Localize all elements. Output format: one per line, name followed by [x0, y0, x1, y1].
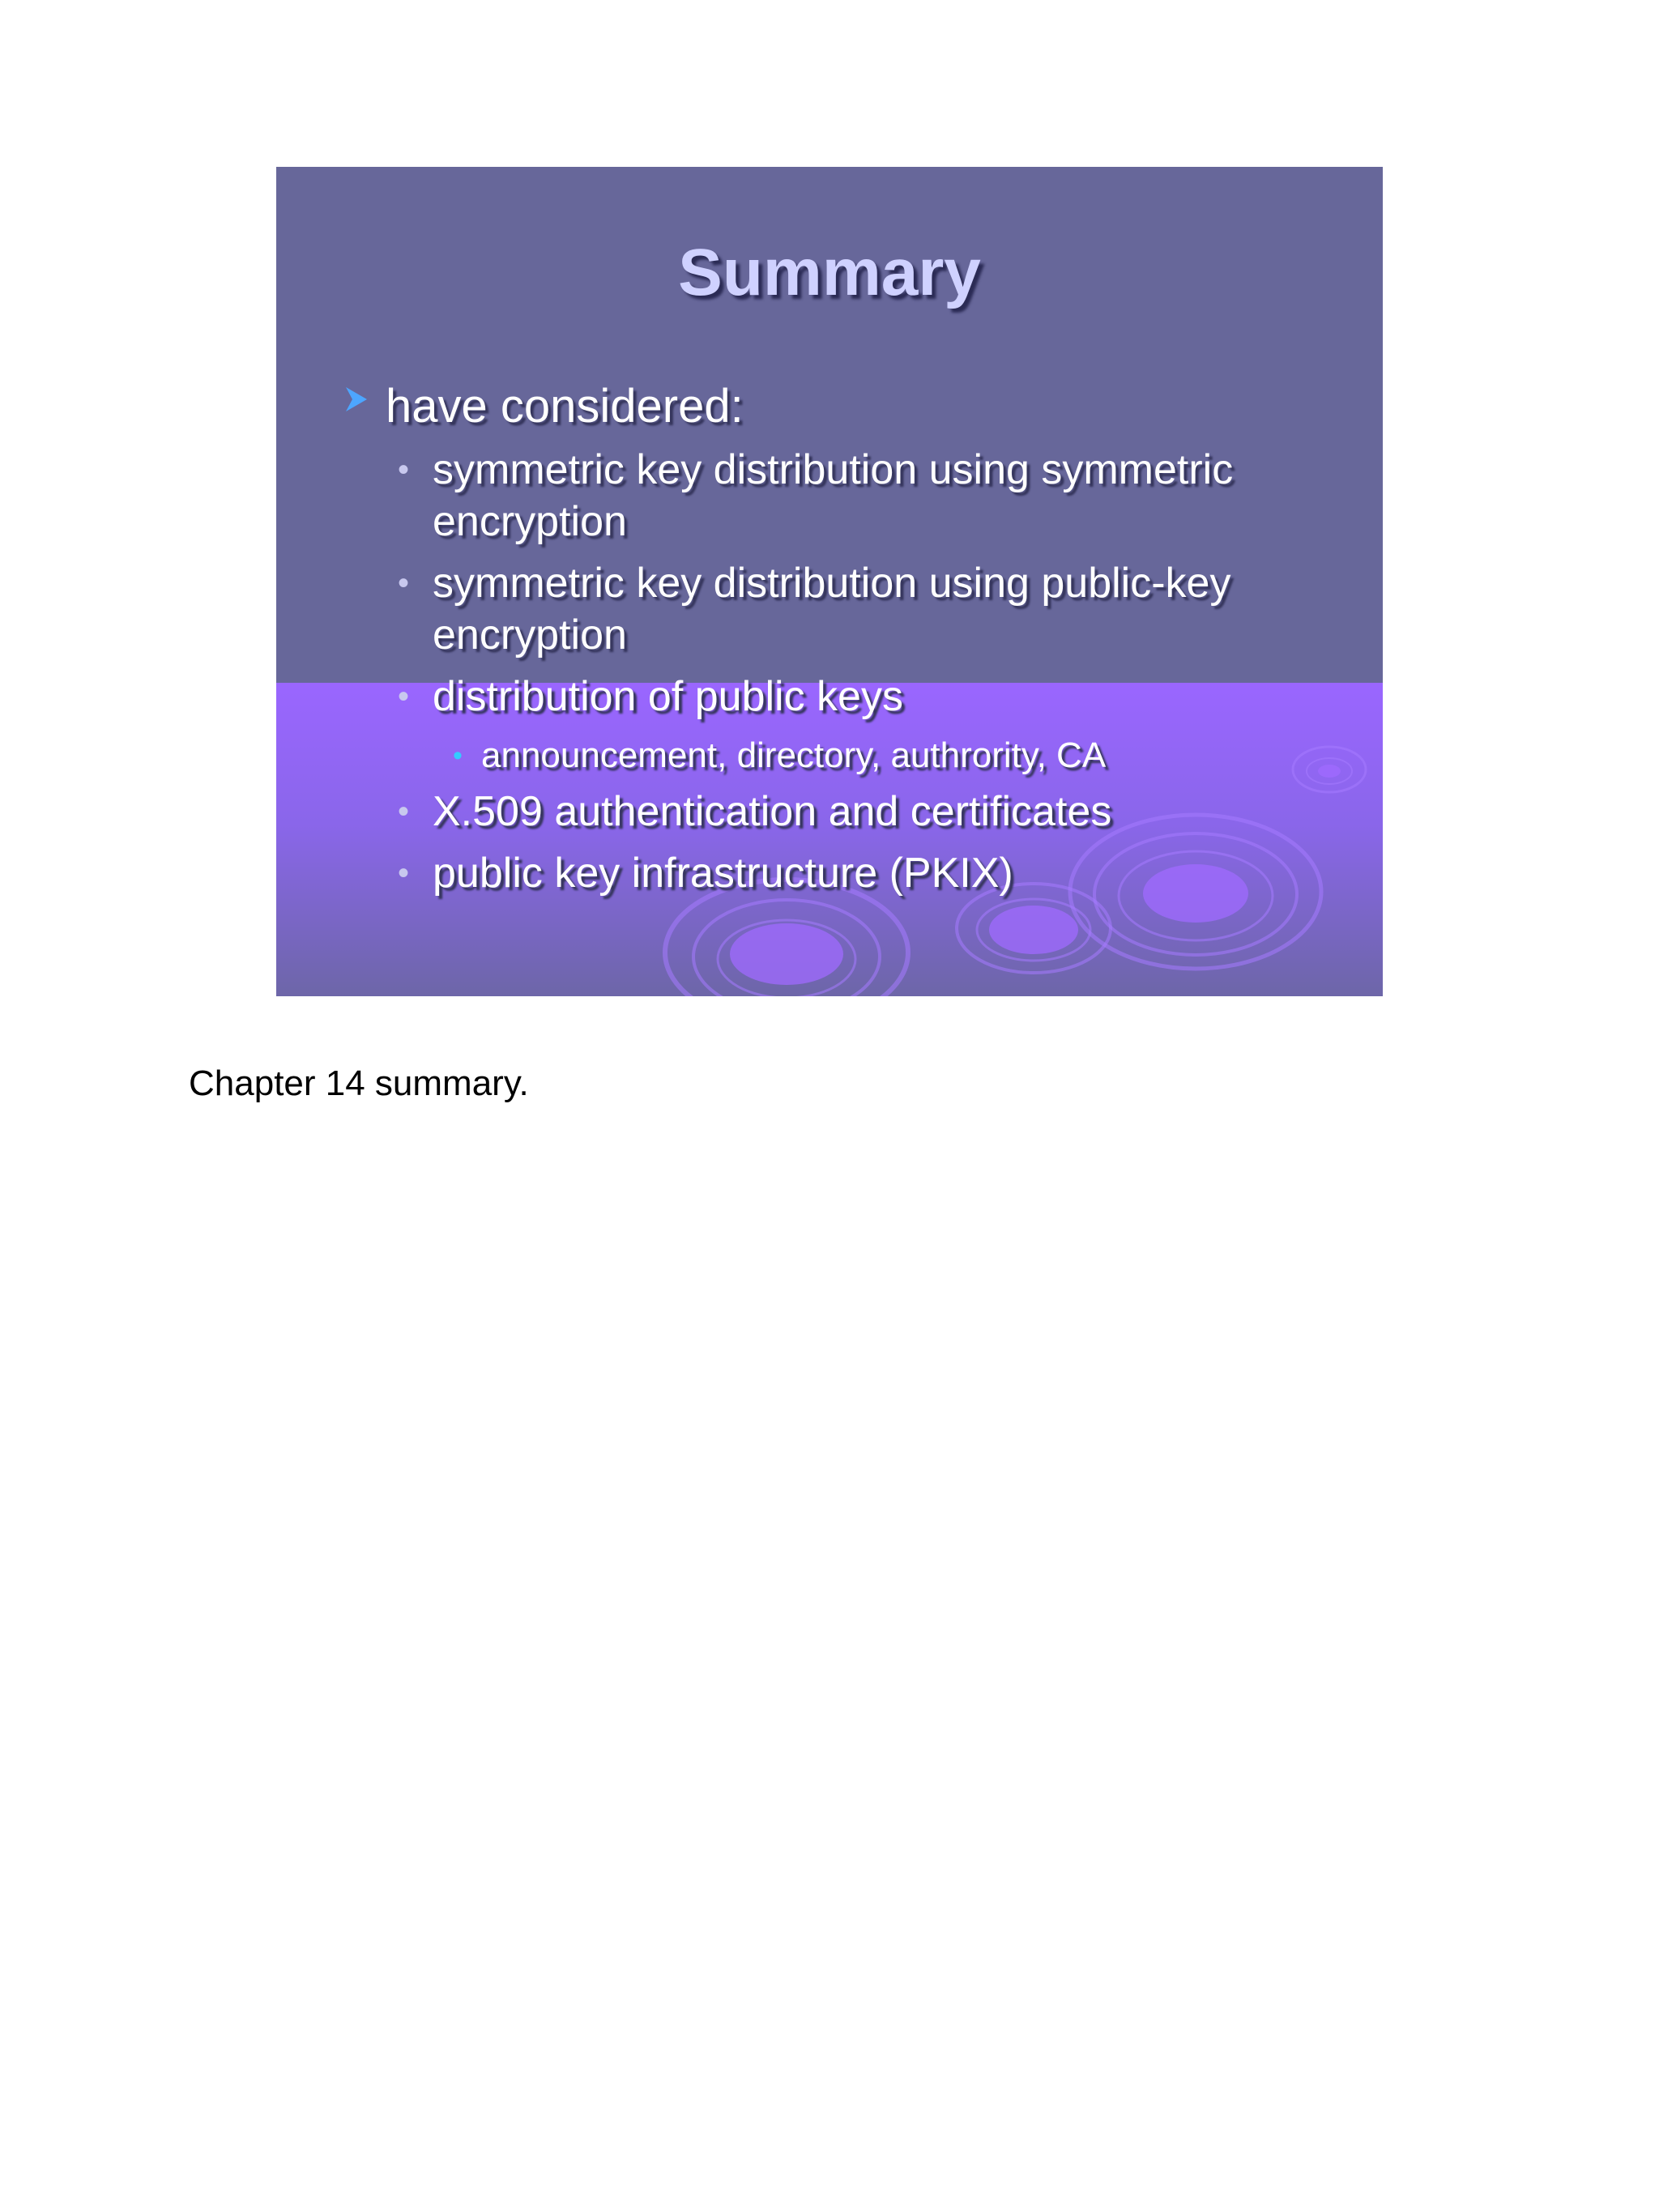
bullet-icon: •	[398, 452, 410, 488]
list-item: public key infrastructure (PKIX)	[433, 850, 1013, 897]
bullet-icon: •	[398, 855, 410, 891]
list-item-continuation: encryption	[433, 612, 627, 658]
bullet-icon: •	[398, 679, 410, 714]
bullet-icon: •	[398, 794, 410, 829]
list-item: symmetric key distribution using public-key	[433, 560, 1231, 607]
slide	[276, 167, 1383, 996]
page-caption: Chapter 14 summary.	[189, 1063, 529, 1103]
list-item-continuation: encryption	[433, 498, 627, 545]
arrow-bullet-icon	[344, 386, 369, 413]
sub-bullet-icon: •	[453, 740, 463, 771]
bullet-icon: •	[398, 565, 410, 601]
list-item: X.509 authentication and certificates	[433, 788, 1112, 835]
slide-title: Summary	[678, 236, 981, 309]
sub-list-item: announcement, directory, authrority, CA	[481, 735, 1107, 775]
heading-text: have considered:	[386, 380, 744, 433]
list-item: distribution of public keys	[433, 673, 903, 720]
list-item: symmetric key distribution using symmetric	[433, 446, 1234, 493]
